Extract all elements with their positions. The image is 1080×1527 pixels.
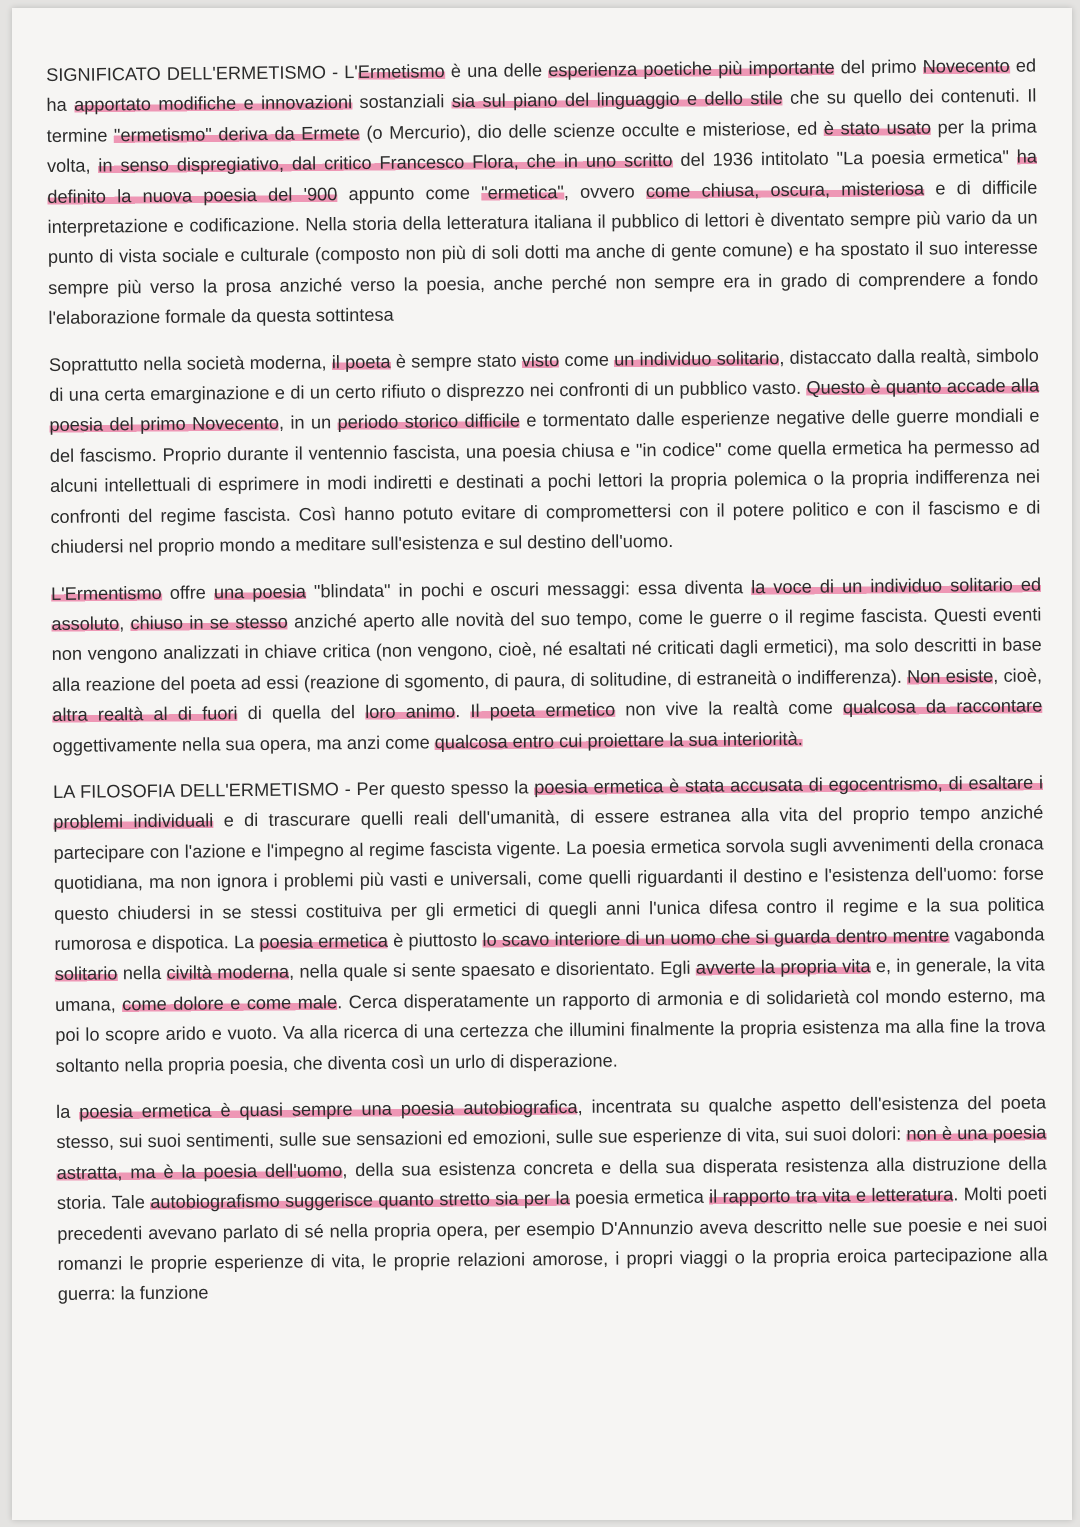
- paragraph-poeta-societa: [49, 340, 1041, 562]
- body-text: e, in generale, la vita umana,: [54, 954, 1045, 1015]
- highlighted-text: qualcosa entro cui proiettare la sua interiorità.: [434, 728, 803, 752]
- body-text: la: [56, 1101, 80, 1122]
- body-text: appunto come: [337, 182, 482, 204]
- body-text: sostanziali: [351, 91, 452, 113]
- body-text: di quella del: [237, 702, 366, 724]
- body-text: come: [559, 349, 615, 370]
- paragraph-autobiografismo: [56, 1087, 1048, 1309]
- highlighted-text: il poeta: [331, 351, 391, 372]
- body-text: , ovvero: [563, 180, 646, 202]
- highlighted-text: loro animo: [365, 701, 456, 723]
- body-text: , distaccato dalla realtà, simbolo di una certa emarginazione e di un certo rifiuto o disprezzo nei confronti di un pubblico vasto.: [49, 345, 1039, 406]
- highlighted-text: visto: [521, 349, 560, 371]
- highlighted-text: L'Ermentismo: [51, 582, 162, 604]
- body-text: . Cerca disperatamente un rapporto di armonia e di solidarietà col mondo esterno, ma poi lo scopre arido e vuoto. Va alla ricerca di una certezza che illumini finalmente la propria esistenza ma alla fine la trova soltanto nella propria poesia, che diventa così un urlo di disperazione.: [55, 985, 1046, 1076]
- body-text: poesia ermetica: [569, 1186, 710, 1209]
- body-text: che su quello dei contenuti. Il termine: [46, 85, 1037, 146]
- highlighted-text: poesia ermetica: [259, 930, 389, 952]
- highlighted-text: come chiusa, oscura, misteriosa: [645, 178, 925, 201]
- body-text: SIGNIFICATO DELL'ERMETISMO - L': [46, 62, 358, 85]
- body-text: è una delle: [444, 60, 549, 82]
- highlighted-text: periodo storico difficile: [337, 410, 520, 433]
- body-text: ,: [119, 613, 131, 634]
- body-text: ed ha: [46, 55, 1037, 116]
- body-text: LA FILOSOFIA DELL'ERMETISMO - Per questo spesso la: [52, 777, 535, 802]
- highlighted-text: il rapporto tra vita e letteratura: [709, 1184, 954, 1207]
- body-text: nella: [117, 963, 167, 984]
- body-text: del primo: [834, 56, 923, 78]
- body-text: del 1936 intitolato "La poesia ermetica": [672, 146, 1017, 171]
- highlighted-text: esperienza poetiche più importante: [548, 57, 835, 81]
- highlighted-text: Ermetismo: [357, 61, 445, 83]
- body-text: per la prima volta,: [46, 116, 1037, 177]
- body-text: è sempre stato: [390, 350, 522, 372]
- highlighted-text: "ermetica": [481, 181, 564, 203]
- body-text: , della sua esistenza concreta e della sua disperata resistenza alla distruzione della storia. Tale: [56, 1153, 1047, 1214]
- highlighted-text: una poesia: [213, 581, 306, 602]
- highlighted-text: in senso dispregiativo, dal critico Francesco Flora, che in uno scritto: [98, 150, 673, 176]
- highlighted-text: come dolore e come male: [122, 992, 338, 1015]
- highlighted-text: "ermetismo" deriva da Ermete: [113, 122, 360, 146]
- highlighted-text: chiuso in se stesso: [130, 611, 288, 634]
- highlighted-text: Non esiste: [907, 665, 994, 687]
- body-text: .: [455, 701, 471, 722]
- highlighted-text: apportato modifiche e innovazioni: [73, 92, 353, 116]
- highlighted-text: Il poeta ermetico: [470, 699, 616, 722]
- highlighted-text: Questo è quanto accade alla poesia del primo Novecento: [49, 375, 1040, 436]
- body-text: è piuttosto: [387, 929, 483, 951]
- body-text: e di trascurare quelli reali dell'umanità, di essere estranea alla vita del proprio tempo anziché partecipare con l'azione e l'impegno al regime fascista vigente. La poesia ermetica sorvola sugli avvenimenti della cronaca quotidiana, ma non ignora i problemi più vasti e universali, come quelli riguardanti il destino e l'esistenza dell'uomo: forse questo chiudersi in se stessi costituiva per gli ermetici di quegli anni l'unica difesa contro il regime e la sua politica rumorosa e dispotica. La: [53, 802, 1045, 954]
- paragraph-filosofia-ermetismo: [53, 767, 1046, 1081]
- body-text: "blindata" in pochi e oscuri messaggi: essa diventa: [305, 576, 752, 602]
- body-text: , cioè,: [993, 665, 1043, 686]
- highlighted-text: è stato usato: [823, 117, 932, 139]
- highlighted-text: altra realtà al di fuori: [52, 703, 238, 726]
- body-text: , in un: [278, 412, 338, 434]
- body-text: (o Mercurio), dio delle scienze occulte e misteriose, ed: [359, 118, 824, 143]
- highlighted-text: qualcosa da raccontare: [842, 695, 1043, 718]
- body-text: oggettivamente nella sua opera, ma anzi come: [52, 731, 435, 756]
- body-text: non vive la realtà come: [615, 697, 844, 720]
- highlighted-text: non è una poesia astratta, ma è la poesia dell'uomo: [56, 1122, 1047, 1183]
- paragraph-poesia-blindata: [51, 569, 1043, 761]
- highlighted-text: solitario: [54, 963, 118, 985]
- highlighted-text: avverte la propria vita: [695, 956, 871, 979]
- highlighted-text: poesia ermetica è quasi sempre una poesia autobiografica: [79, 1096, 578, 1122]
- highlighted-text: poesia ermetica è stata accusata di egocentrismo, di esaltare i problemi individuali: [53, 772, 1044, 833]
- body-text: anziché aperto alle novità del suo tempo, come le guerre o il regime fascista. Questi eventi non vengono analizzati in chiave critica (non vengono, cioè, né esaltati né criticati dagli ermetici), ma solo descritti in base alla reazione del poeta ad essi (reazione di sgomento, di paura, di solitudine, di estraneità o indifferenza).: [51, 604, 1042, 695]
- body-text: . Molti poeti precedenti avevano parlato di sé nella propria opera, per esempio D'Annunzio aveva descritto nelle sue poesie e nei suoi romanzi le proprie esperienze di vita, le proprie relazioni amorose, i propri viaggi o la propria eroica partecipazione alla guerra: la funzione: [57, 1183, 1048, 1305]
- highlighted-text: Novecento: [922, 55, 1010, 77]
- highlighted-text: un individuo solitario: [614, 347, 780, 370]
- body-text: Soprattutto nella società moderna,: [48, 351, 332, 375]
- body-text: , incentrata su qualche aspetto dell'esistenza del poeta stesso, sui suoi sentimenti, sulle sue sensazioni ed emozioni, sulle sue esperienze di vita, sui suoi dolori:: [56, 1092, 1047, 1153]
- body-text: e di difficile interpretazione e codificazione. Nella storia della letteratura italiana il pubblico di lettori è diventato sempre più vario da un punto di vista sociale e culturale (composto non più di soli dotti ma anche di gente comune) e ha spostato il suo interesse sempre più verso la prosa anziché verso la poesia, anche perché non sempre era in grado di comprendere a fondo l'elaborazione formale da questa sottintesa: [47, 177, 1039, 329]
- body-text: e tormentato dalle esperienze negative delle guerre mondiali e del fascismo. Proprio durante il ventennio fascista, una poesia chiusa e "in codice" come quella ermetica ha permesso ad alcuni intellettuali di esprimere in modi indiretti e destinati a pochi lettori la propria polemica o la propria indifferenza nei confronti del regime fascista. Così hanno potuto evitare di compromettersi con il potere politico e con il fascismo e di chiudersi nel proprio mondo a meditare sull'esistenza e sul destino dell'uomo.: [49, 405, 1041, 558]
- highlighted-text: civiltà moderna: [166, 962, 290, 984]
- highlighted-text: sia sul piano del linguaggio e dello stile: [451, 88, 783, 112]
- highlighted-text: la voce di un individuo solitario ed assoluto: [51, 573, 1042, 634]
- body-text: offre: [161, 581, 214, 603]
- highlighted-text: lo scavo interiore di un uomo che si guarda dentro mentre: [482, 925, 950, 950]
- body-text: vagabonda: [949, 924, 1045, 946]
- document-body: [46, 50, 1048, 1325]
- paper-sheet: [12, 8, 1072, 1520]
- paragraph-ermetismo-significato: [46, 50, 1039, 333]
- highlighted-text: autobiografismo suggerisce quanto stretto sia per la: [150, 1188, 570, 1213]
- body-text: , nella quale si sente spaesato e disorientato. Egli: [288, 958, 696, 983]
- highlighted-text: ha definito la nuova poesia del '900: [47, 146, 1038, 207]
